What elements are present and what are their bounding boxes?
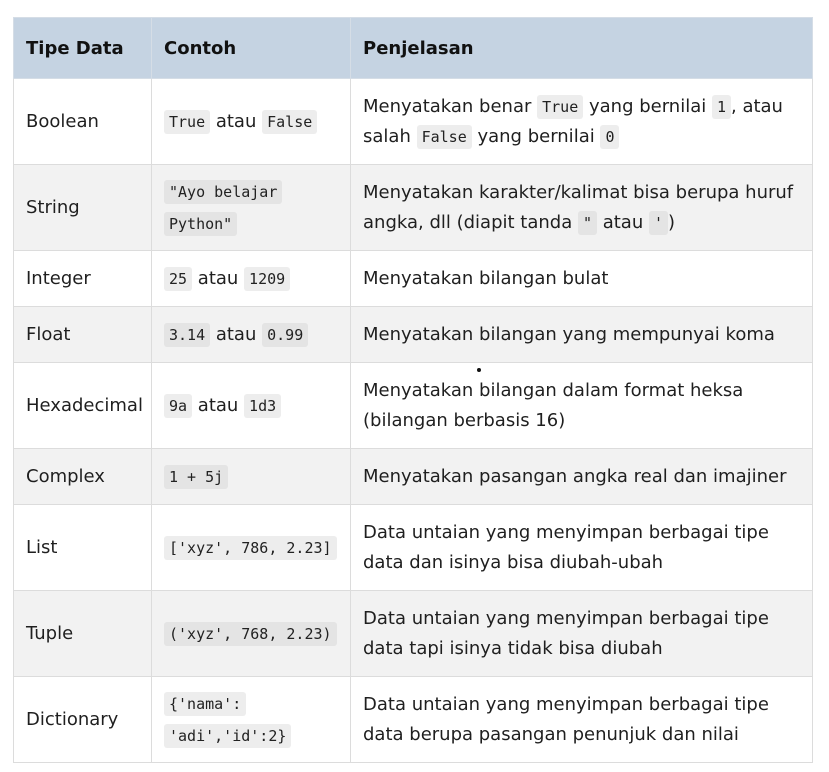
description-cell (351, 677, 813, 763)
code-snippet: 0.99 (262, 323, 308, 347)
table-row (14, 449, 813, 505)
stray-dot-mark (477, 368, 481, 372)
code-snippet: ['xyz', 786, 2.23] (164, 536, 337, 560)
text-segment: Data untaian yang menyimpan berbagai tipe data berupa pasangan penunjuk dan nilai (363, 693, 769, 745)
code-snippet: 1 + 5j (164, 465, 228, 489)
code-snippet: 1209 (244, 267, 290, 291)
type-cell: Hexadecimal (14, 363, 152, 449)
code-snippet: 1 (712, 95, 731, 119)
text-segment: atau (210, 110, 263, 132)
code-snippet: " (578, 211, 597, 235)
code-snippet: 1d3 (244, 394, 281, 418)
example-cell (152, 591, 351, 677)
text-segment: Menyatakan bilangan dalam format heksa (bilangan berbasis 16) (363, 379, 744, 431)
text-segment: atau (597, 211, 649, 233)
text-segment: yang bernilai (471, 125, 601, 147)
header-row (14, 18, 813, 79)
example-cell (152, 79, 351, 165)
table-header (14, 18, 813, 79)
table-row (14, 79, 813, 165)
example-cell (152, 165, 351, 251)
example-cell (152, 677, 351, 763)
example-cell (152, 307, 351, 363)
description-cell (351, 165, 813, 251)
type-cell: Float (14, 307, 152, 363)
code-snippet: False (262, 110, 317, 134)
type-cell: List (14, 505, 152, 591)
table-body (14, 79, 813, 763)
text-segment: Menyatakan bilangan bulat (363, 267, 609, 289)
description-cell (351, 363, 813, 449)
example-cell (152, 363, 351, 449)
table-row (14, 307, 813, 363)
table-row (14, 677, 813, 763)
code-snippet: True (164, 110, 210, 134)
table-row (14, 505, 813, 591)
example-cell (152, 449, 351, 505)
example-cell (152, 505, 351, 591)
text-segment: atau (192, 267, 245, 289)
code-snippet: "Ayo belajar Python" (164, 180, 282, 236)
data-types-table-container (13, 17, 813, 763)
text-segment: yang bernilai (583, 95, 712, 117)
code-snippet: 9a (164, 394, 192, 418)
header-example: Contoh (152, 18, 351, 79)
description-cell (351, 505, 813, 591)
example-cell (152, 251, 351, 307)
data-types-table (13, 17, 813, 763)
code-snippet: 3.14 (164, 323, 210, 347)
text-segment: Menyatakan bilangan yang mempunyai koma (363, 323, 775, 345)
type-cell: Tuple (14, 591, 152, 677)
type-cell: Boolean (14, 79, 152, 165)
table-row (14, 165, 813, 251)
text-segment: ) (668, 211, 676, 233)
type-cell: Dictionary (14, 677, 152, 763)
text-segment: Data untaian yang menyimpan berbagai tipe data tapi isinya tidak bisa diubah (363, 607, 769, 659)
description-cell (351, 449, 813, 505)
code-snippet: True (537, 95, 583, 119)
code-snippet: ' (649, 211, 668, 235)
code-snippet: ('xyz', 768, 2.23) (164, 622, 337, 646)
table-row (14, 363, 813, 449)
description-cell (351, 79, 813, 165)
type-cell: Integer (14, 251, 152, 307)
text-segment: Data untaian yang menyimpan berbagai tipe data dan isinya bisa diubah-ubah (363, 521, 769, 573)
type-cell: Complex (14, 449, 152, 505)
code-snippet: False (417, 125, 472, 149)
code-snippet: {'nama': 'adi','id':2} (164, 692, 291, 748)
description-cell (351, 251, 813, 307)
text-segment: Menyatakan karakter/kalimat bisa berupa huruf angka, dll (diapit tanda (363, 181, 794, 233)
description-cell (351, 591, 813, 677)
description-cell (351, 307, 813, 363)
text-segment: Menyatakan benar (363, 95, 538, 117)
table-row (14, 251, 813, 307)
header-description: Penjelasan (351, 18, 813, 79)
text-segment: atau (210, 323, 263, 345)
text-segment: , atau salah (363, 95, 783, 147)
text-segment: atau (192, 394, 245, 416)
header-type: Tipe Data (14, 18, 152, 79)
type-cell: String (14, 165, 152, 251)
code-snippet: 25 (164, 267, 192, 291)
text-segment: Menyatakan pasangan angka real dan imajiner (363, 465, 787, 487)
code-snippet: 0 (600, 125, 619, 149)
table-row (14, 591, 813, 677)
